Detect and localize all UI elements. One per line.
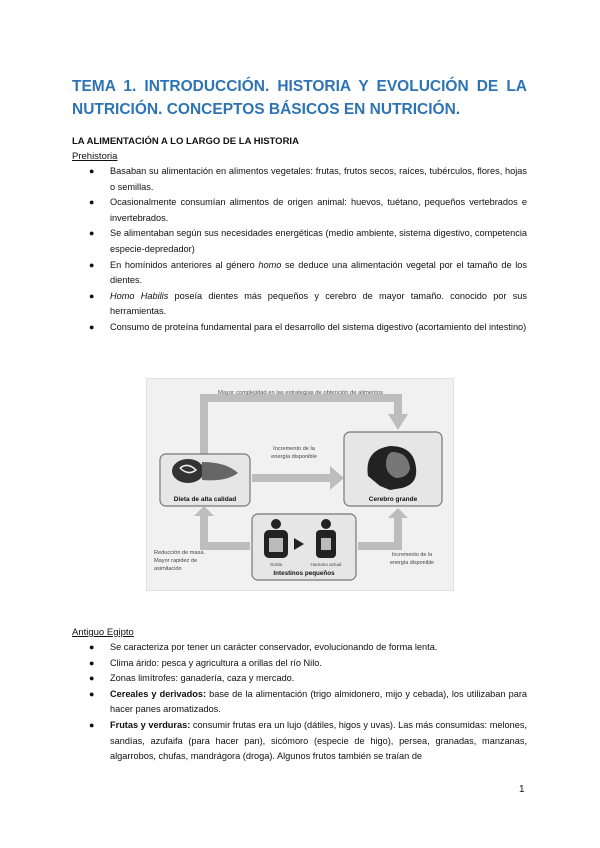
diagram-top-label: Mayor complejidad en las estrategias de obtención de alimentos [218, 390, 383, 396]
list-item: ● Se caracteriza por tener un carácter conservador, evolucionando de forma lenta. [72, 640, 527, 656]
bullet-icon: ● [89, 228, 95, 239]
prehistoria-heading: Prehistoria [72, 151, 118, 162]
figure-label-gorilla: Gorila [269, 562, 283, 567]
section-heading: LA ALIMENTACIÓN A LO LARGO DE LA HISTORIA [72, 136, 299, 147]
list-item: ● Basaban su alimentación en alimentos vegetales: frutas, frutos secos, raíces, tubérculos, flores, hojas o semillas. [89, 166, 527, 192]
page-title: TEMA 1. INTRODUCCIÓN. HISTORIA Y EVOLUCIÓN DE LA NUTRICIÓN. CONCEPTOS BÁSICOS EN NUTRICIÓN. [72, 78, 527, 118]
bullet-icon: ● [89, 642, 95, 652]
bullet-icon: ● [89, 673, 95, 684]
egipto-heading: Antiguo Egipto [72, 627, 134, 638]
list-item: ● Frutas y verduras: consumir frutas era un lujo (dátiles, higos y uvas). Las más consumidas: melones, sandías, azufaifa (para hacer pan), sicómoro (especie de higo), persea, granadas, manzanas, algarrobos, chufas, mandrágora (droga). Algunos frutos también se traían de [89, 719, 527, 762]
box-bottom-label: Intestinos pequeños [273, 570, 335, 577]
list-item: ● Zonas limítrofes: ganadería, caza y mercado. [72, 671, 527, 687]
figure-label-human: Humano actual [310, 562, 342, 567]
list-item: ● Clima árido: pesca y agricultura a orillas del río Nilo. [72, 656, 527, 672]
list-item: ● En homínidos anteriores al género homo se deduce una alimentación vegetal por el tamaño de los dientes. [89, 259, 527, 286]
evolution-diagram [146, 378, 454, 591]
right-label-1: Incremento de la [391, 552, 433, 558]
bullet-icon: ● [89, 657, 95, 668]
left-label-2: Mayor rapidez de [154, 558, 198, 564]
bullet-icon: ● [89, 719, 95, 730]
page-number: 1 [519, 784, 525, 795]
bullet-icon: ● [89, 259, 95, 270]
middle-label-2: energía disponible [271, 454, 317, 460]
bullet-icon: ● [89, 197, 95, 208]
meat-icon [172, 459, 204, 483]
left-label-3: asimilación [154, 566, 182, 572]
bullet-icon: ● [89, 290, 95, 301]
list-item: ● Cereales y derivados: base de la alimentación (trigo almidonero, mijo y cebada), los utilizaban para hacer panes aromatizados. [89, 688, 527, 715]
box-right-label: Cerebro grande [368, 496, 418, 503]
bullet-icon: ● [89, 688, 95, 699]
left-label-1: Reducción de masa. [154, 550, 205, 556]
list-item: ● Consumo de proteína fundamental para el desarrollo del sistema digestivo (acortamiento del intestino) [72, 320, 527, 336]
prehistoria-list [72, 164, 527, 336]
right-label-2: energía disponible [389, 560, 435, 566]
bullet-icon: ● [89, 321, 95, 332]
egipto-list [72, 640, 527, 765]
list-item: ● Homo Habilis poseía dientes más pequeños y cerebro de mayor tamaño. conocido por sus herramientas. [89, 290, 527, 317]
gorilla-icon [271, 519, 281, 529]
human-icon [321, 519, 331, 529]
bullet-icon: ● [89, 166, 95, 176]
box-left-label: Dieta de alta calidad [173, 496, 237, 503]
middle-label-1: Incremento de la [273, 446, 315, 452]
list-item: ● Se alimentaban según sus necesidades energéticas (medio ambiente, sistema digestivo, competencia especie-depredador) [89, 228, 527, 254]
list-item: ● Ocasionalmente consumían alimentos de origen animal: huevos, tuétano, pequeños vertebrados e invertebrados. [89, 197, 527, 223]
